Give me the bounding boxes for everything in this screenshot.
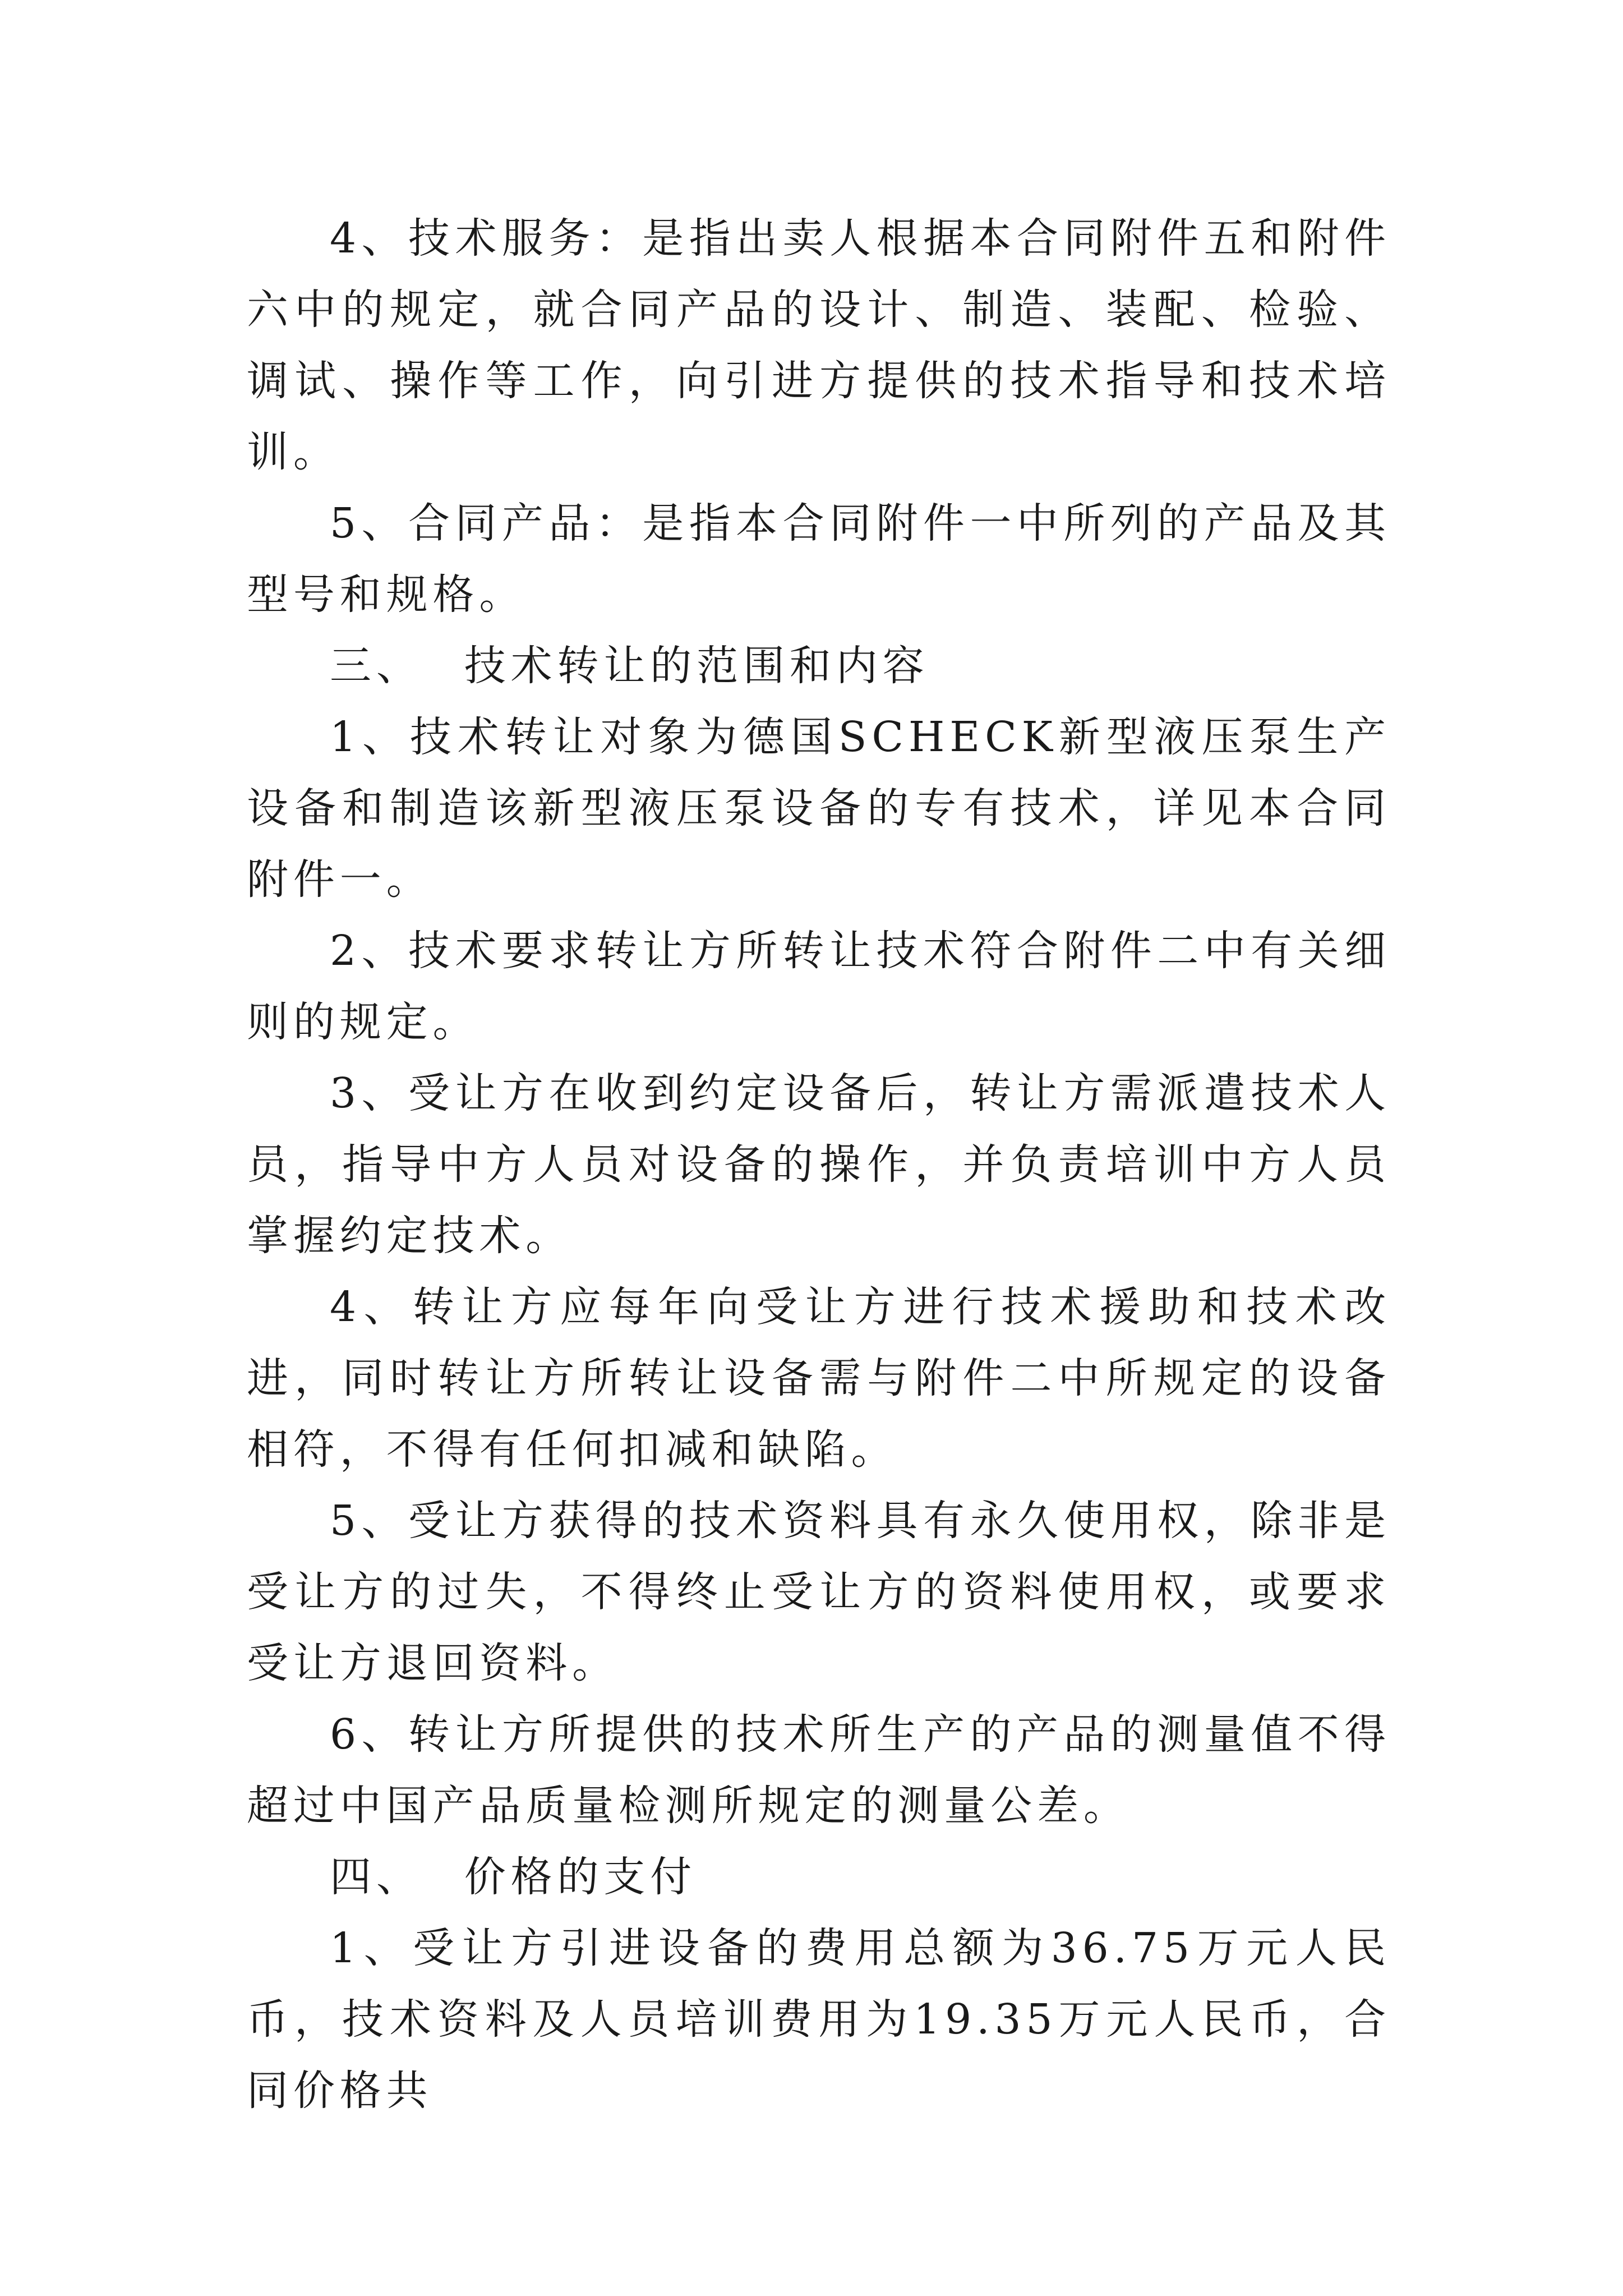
section-heading-price-payment [247, 1842, 1391, 1913]
paragraph-technical-staff: 3、受让方在收到约定设备后，转让方需派遣技术人员，指导中方人员对设备的操作，并负责培训中方人员掌握约定技术。 [247, 1069, 1391, 1260]
paragraph-technical-assistance: 4、转让方应每年向受让方进行技术援助和技术改进，同时转让方所转让设备需与附件二中所规定的设备相符，不得有任何扣减和缺陷。 [247, 1283, 1391, 1474]
paragraph-technical-service: 4、技术服务：是指出卖人根据本合同附件五和附件六中的规定，就合同产品的设计、制造、装配、检验、调试、操作等工作，向引进方提供的技术指导和技术培训。 [247, 214, 1391, 476]
section-heading-technology-transfer [247, 631, 1391, 702]
paragraph-technical-requirements: 2、技术要求转让方所转让技术符合附件二中有关细则的规定。 [247, 927, 1391, 1046]
paragraph-contract-product: 5、合同产品：是指本合同附件一中所列的产品及其型号和规格。 [247, 499, 1391, 619]
paragraph-transfer-object: 1、技术转让对象为德国SCHECK新型液压泵生产设备和制造该新型液压泵设备的专有技术，详见本合同附件一。 [247, 713, 1391, 904]
section-number: 四、 [330, 1853, 423, 1901]
document-body [247, 203, 1391, 2127]
section-number: 三、 [330, 642, 423, 690]
section-title: 技术转让的范围和内容 [464, 642, 929, 690]
paragraph-measurement-tolerance: 6、转让方所提供的技术所生产的产品的测量值不得超过中国产品质量检测所规定的测量公差。 [247, 1710, 1391, 1830]
section-title: 价格的支付 [464, 1853, 697, 1901]
paragraph-usage-rights: 5、受让方获得的技术资料具有永久使用权，除非是受让方的过失，不得终止受让方的资料使用权，或要求受让方退回资料。 [247, 1497, 1391, 1687]
paragraph-total-cost: 1、受让方引进设备的费用总额为36.75万元人民币，技术资料及人员培训费用为19.35万元人民币，合同价格共 [247, 1924, 1391, 2115]
